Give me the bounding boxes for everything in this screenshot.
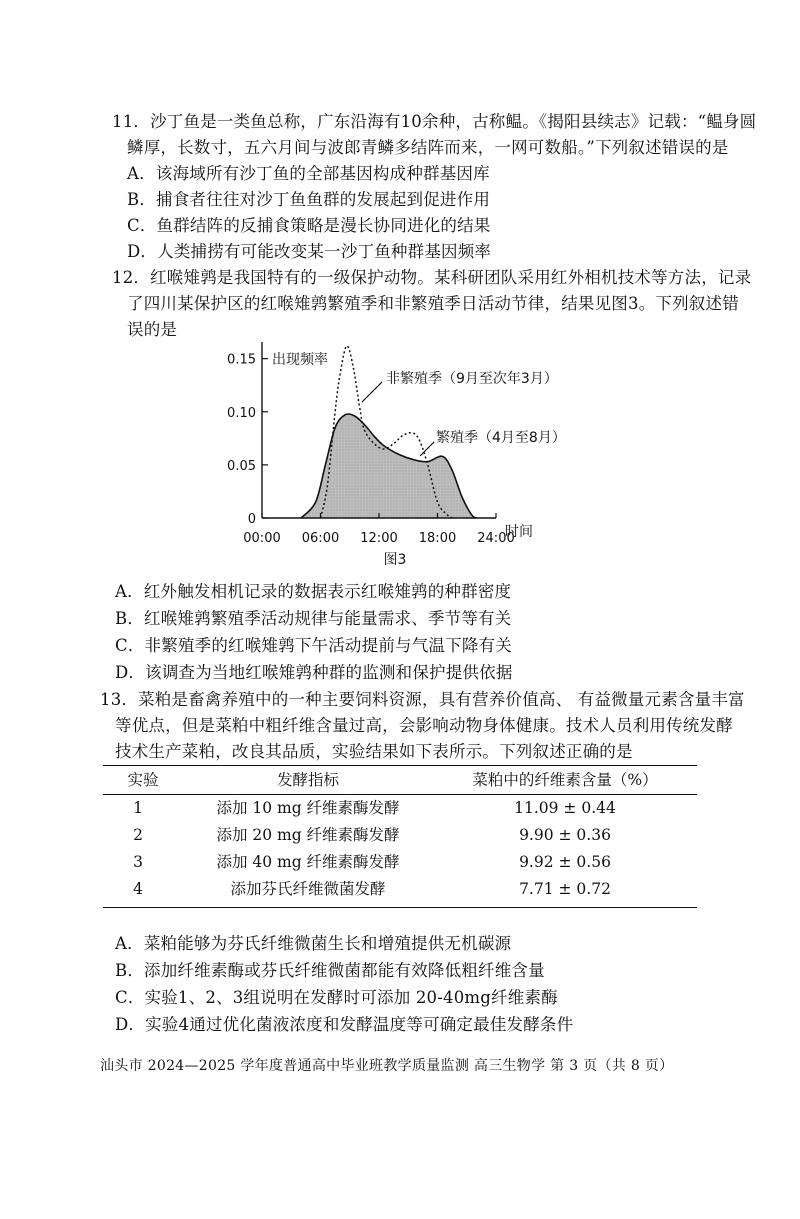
x-tick-label: 12:00 — [360, 531, 398, 546]
q12-stem-line3: 误的是 — [127, 320, 178, 339]
table-cell-experiment: 2 — [133, 826, 143, 844]
q13-option-b: B．添加纤维素酶或芬氏纤维微菌都能有效降低粗纤维含量 — [115, 961, 545, 980]
q11-stem-line2: 鳞厚，长数寸，五六月间与波郎青鳞多结阵而来，一网可数船。”下列叙述错误的是 — [127, 138, 729, 157]
table-cell-cellulose: 9.90 ± 0.36 — [519, 826, 611, 844]
table-cell-cellulose: 9.92 ± 0.56 — [519, 853, 611, 871]
table-cell-experiment: 3 — [133, 853, 143, 871]
activity-rhythm-chart — [210, 338, 566, 578]
table-cell-cellulose: 11.09 ± 0.44 — [514, 799, 616, 817]
legend-non-breeding-season: 非繁殖季（9月至次年3月） — [386, 371, 558, 387]
table-cell-indicator: 添加 40 mg 纤维素酶发酵 — [216, 853, 400, 871]
y-tick-label: 0.15 — [227, 352, 256, 368]
table-cell-experiment: 1 — [133, 799, 143, 817]
table-header-indicator: 发酵指标 — [276, 771, 339, 789]
x-tick-label: 00:00 — [243, 531, 281, 546]
q11-stem-line1: 11．沙丁鱼是一类鱼总称，广东沿海有10余种，古称鳁。《揭阳县续志》记载：“鳁身圆 — [112, 112, 757, 131]
x-tick-label: 24:00 — [477, 531, 515, 546]
table-bottom-rule — [103, 907, 697, 908]
q12-option-a: A．红外触发相机记录的数据表示红喉雉鹑的种群密度 — [115, 582, 512, 601]
table-header-experiment: 实验 — [127, 771, 159, 789]
y-tick-label: 0 — [247, 512, 256, 527]
table-header-rule — [103, 794, 697, 795]
q11-option-d: D．人类捕捞有可能改变某一沙丁鱼种群基因频率 — [127, 242, 492, 261]
table-cell-indicator: 添加 10 mg 纤维素酶发酵 — [216, 799, 400, 817]
q12-option-d: D．该调查为当地红喉雉鹑种群的监测和保护提供依据 — [115, 663, 513, 682]
x-tick-label: 18:00 — [418, 531, 457, 546]
table-top-rule — [103, 765, 697, 766]
y-tick-label: 0.10 — [227, 405, 256, 421]
q12-option-b: B．红喉雉鹑繁殖季活动规律与能量需求、季节等有关 — [115, 609, 512, 628]
q13-stem-line2: 等优点，但是菜粕中粗纤维含量过高，会影响动物身体健康。技术人员利用传统发酵 — [115, 716, 733, 735]
legend-breeding-season: 繁殖季（4月至8月） — [436, 430, 566, 446]
q13-stem-line3: 技术生产菜粕，改良其品质，实验结果如下表所示。下列叙述正确的是 — [115, 742, 633, 761]
table-cell-indicator: 添加 20 mg 纤维素酶发酵 — [216, 826, 400, 844]
q13-stem-line1: 13．菜粕是畜禽养殖中的一种主要饲料资源，具有营养价值高、 有益微量元素含量丰富 — [100, 690, 745, 709]
q12-stem-line2: 了四川某保护区的红喉雉鹑繁殖季和非繁殖季日活动节律，结果见图3。下列叙述错 — [127, 294, 739, 313]
q11-option-a: A．该海域所有沙丁鱼的全部基因构成种群基因库 — [127, 164, 490, 183]
legend-non-breeding-pointer — [362, 382, 382, 402]
x-axis-label: 时间 — [505, 524, 533, 540]
q12-stem-line1: 12．红喉雉鹑是我国特有的一级保护动物。某科研团队采用红外相机技术等方法，记录 — [112, 268, 752, 287]
q13-option-a: A．菜粕能够为芬氏纤维微菌生长和增殖提供无机碳源 — [115, 934, 512, 953]
q13-option-d: D．实验4通过优化菌液浓度和发酵温度等可确定最佳发酵条件 — [115, 1015, 574, 1034]
q11-option-c: C．鱼群结阵的反捕食策略是漫长协同进化的结果 — [127, 216, 491, 235]
table-header-cellulose: 菜粕中的纤维素含量（%） — [472, 771, 658, 789]
y-axis-label: 出现频率 — [272, 352, 328, 368]
table-cell-experiment: 4 — [133, 880, 143, 898]
page-footer: 汕头市 2024—2025 学年度普通高中毕业班教学质量监测 高三生物学 第 3 页（共 8 页） — [100, 1058, 674, 1074]
q11-option-b: B．捕食者往往对沙丁鱼鱼群的发展起到促进作用 — [127, 190, 491, 209]
y-tick-label: 0.05 — [227, 458, 256, 474]
q13-option-c: C．实验1、2、3组说明在发酵时可添加 20-40mg纤维素酶 — [115, 988, 558, 1007]
table-cell-indicator: 添加芬氏纤维微菌发酵 — [230, 880, 386, 898]
figure-caption: 图3 — [383, 552, 407, 568]
table-cell-cellulose: 7.71 ± 0.72 — [519, 880, 611, 898]
q12-option-c: C．非繁殖季的红喉雉鹑下午活动提前与气温下降有关 — [115, 636, 512, 655]
x-tick-label: 06:00 — [301, 531, 340, 546]
